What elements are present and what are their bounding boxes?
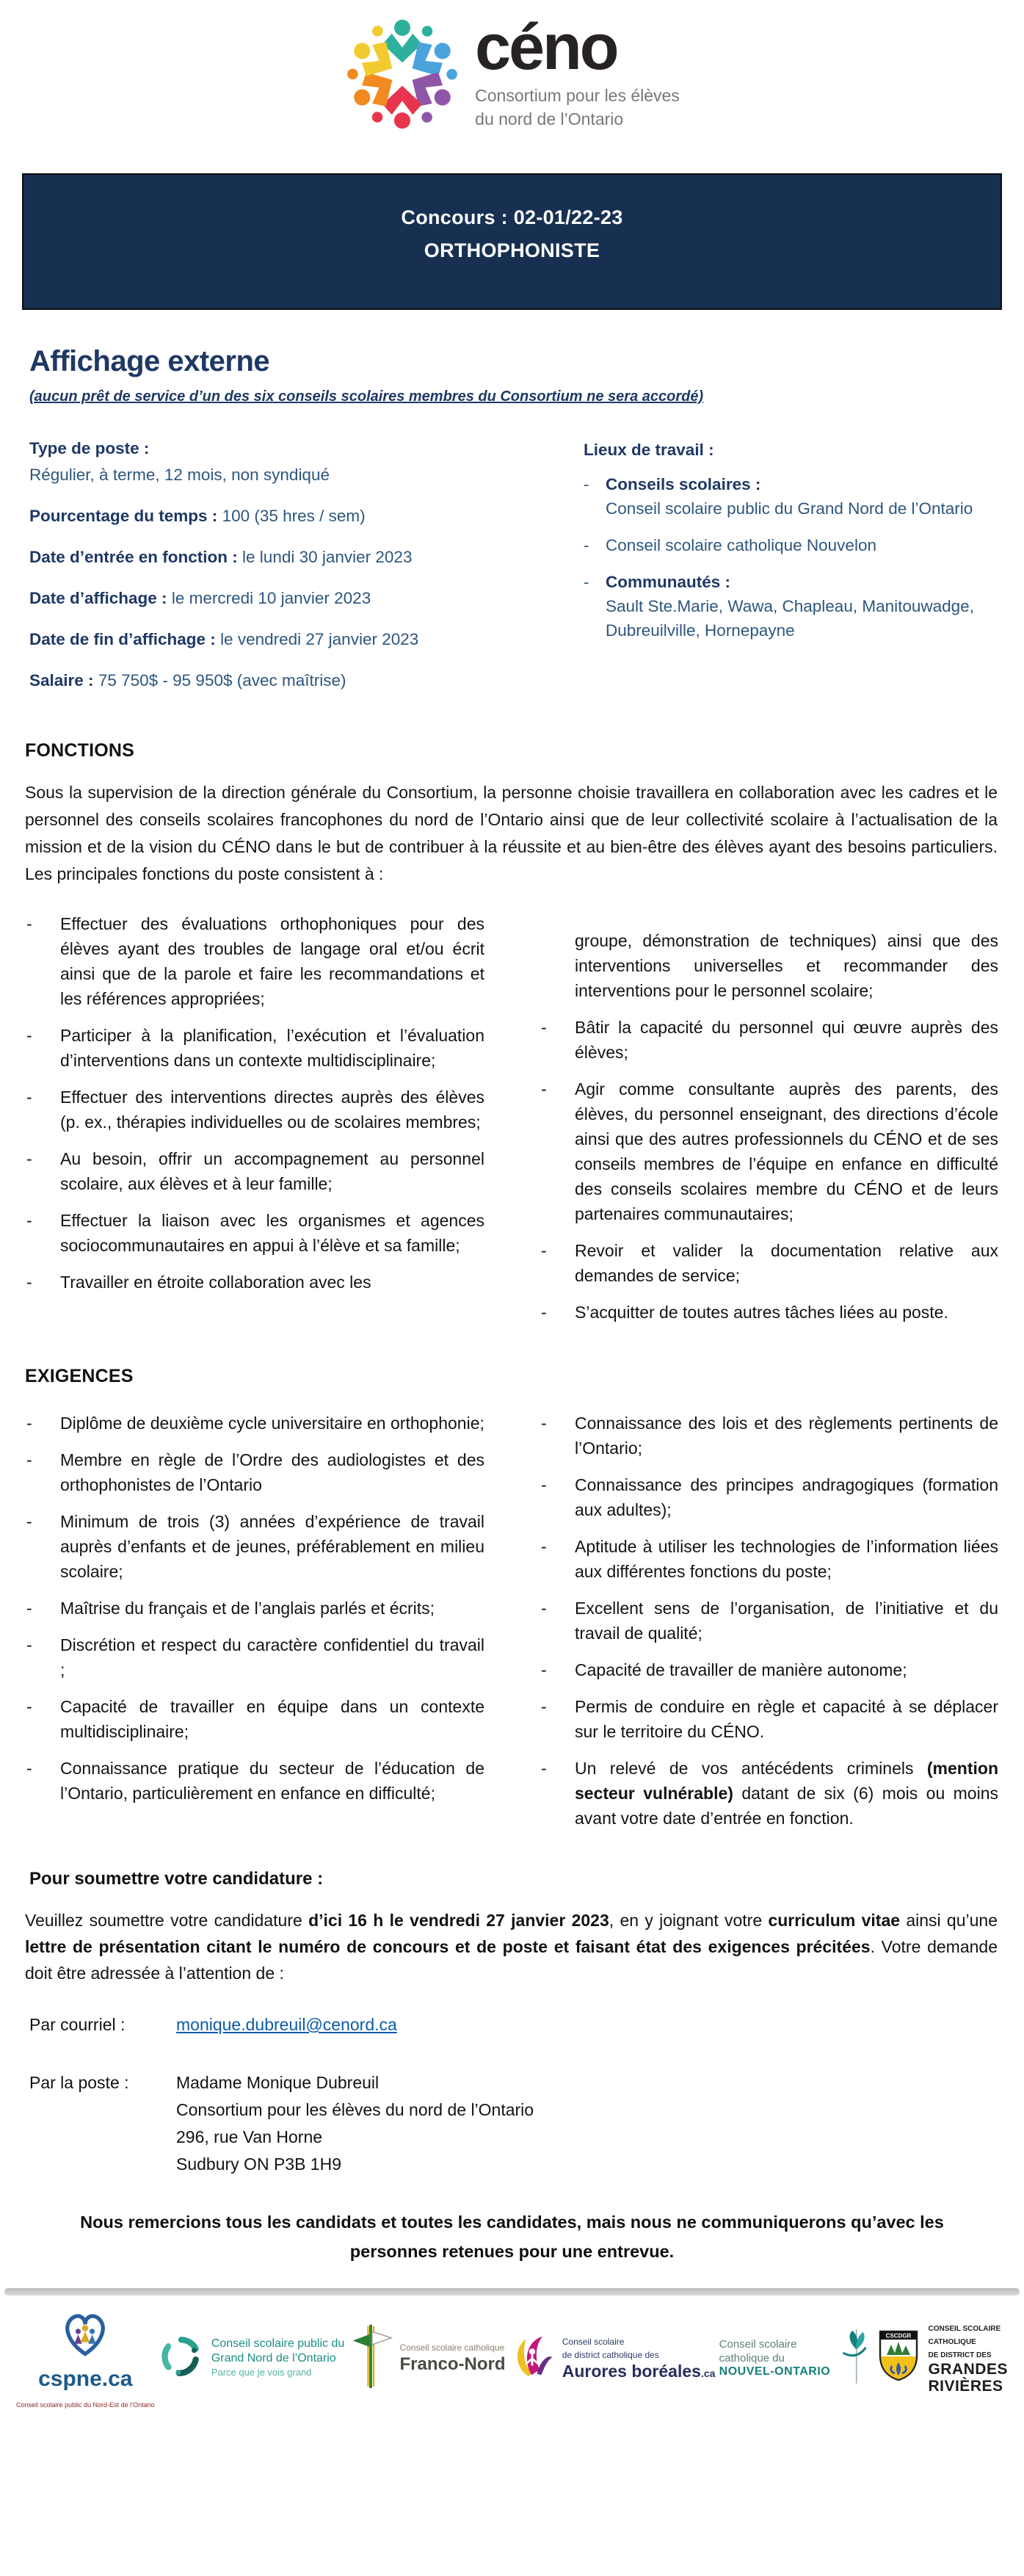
detail-row-end-date (29, 629, 543, 651)
brand-header (0, 0, 1024, 132)
cspne-subtitle: Conseil scolaire public du Nord-Est de l’Ontario (16, 2401, 155, 2409)
exigences-right-list (540, 1411, 998, 1842)
brand-name: céno (475, 10, 617, 83)
detail-value: le vendredi 27 janvier 2023 (220, 630, 419, 648)
cscdgr-crest-icon (876, 2327, 920, 2389)
list-item: - Effectuer des évaluations orthophoniques pour des élèves ayant des troubles de langage oral et/ou écrit ainsi que de la parole et faire les recommandations et les références appropriées; (25, 911, 484, 1011)
fonctions-left-list (25, 911, 484, 1336)
list-item: - Connaissance des principes andragogiques (formation aux adultes); (540, 1472, 998, 1522)
list-item: - Aptitude à utiliser les technologies de l’information liées aux différentes fonctions du poste; (540, 1534, 998, 1584)
fonctions-intro: Sous la supervision de la direction générale du Consortium, la personne choisie travaillera en collaboration avec les cadres et le personnel des conseils scolaires francophones du nord de l’Ontario ainsi que de leur collectivité scolaire à l’actualisation de la mission et de la vision du CÉNO dans le but de contribuer à la réussite et au bien-être des élèves ayant des besoins particuliers. Les principales fonctions du poste consistent à : (25, 783, 998, 883)
detail-row-start-date (29, 546, 543, 568)
list-item: - Connaissance pratique du secteur de l’éducation de l’Ontario, particulièrement en enfance en difficulté; (25, 1756, 484, 1806)
detail-value: le mercredi 10 janvier 2023 (171, 589, 371, 607)
fonctions-columns (0, 911, 1024, 1336)
footer-divider (4, 2288, 1020, 2295)
exigences-columns (0, 1411, 1024, 1842)
ceno-star-logo-icon (344, 16, 460, 132)
work-locations (584, 438, 995, 711)
address-line: Sudbury ON P3B 1H9 (176, 2154, 342, 2174)
detail-label: Pourcentage du temps : (29, 507, 218, 525)
email-label: Par courriel : (29, 2015, 126, 2034)
cspgno-swirl-icon (159, 2334, 204, 2383)
detail-label: Date de fin d’affichage : (29, 630, 216, 648)
cspne-wordmark: cspne.ca (38, 2367, 133, 2391)
list-item: - Capacité de travailler de manière autonome; (540, 1657, 998, 1682)
aurores-subtitle: Conseil scolaire de district catholique des (562, 2336, 659, 2360)
list-item: - Revoir et valider la documentation relative aux demandes de service; (540, 1238, 998, 1288)
closing-statement: Nous remercions tous les candidats et toutes les candidates, mais nous ne communiquerons qu’avec les personnes retenues pour une entrevue. (80, 2213, 944, 2261)
list-item: - Travailler en étroite collaboration avec les (25, 1270, 484, 1295)
work-location-item (584, 472, 995, 521)
dash-marker: - (584, 475, 589, 493)
franco-nord-cross-icon (349, 2323, 393, 2393)
contact-email-row (0, 2011, 1024, 2038)
no-loan-note: (aucun prêt de service d’un des six conseils scolaires membres du Consortium ne sera accordé) (29, 388, 704, 405)
logo-nouvel-ontario (719, 2328, 874, 2389)
address-line: Consortium pour les élèves du nord de l’Ontario (176, 2100, 534, 2119)
work-location-text: Conseil scolaire catholique Nouvelon (606, 536, 876, 554)
list-item-criminal-record: - Un relevé de vos antécédents criminels (mention secteur vulnérable) datant de six (6) mois ou moins avant votre date d’entrée en fonction. (540, 1756, 998, 1831)
detail-label: Date d’entrée en fonction : (29, 548, 238, 566)
list-item: - Diplôme de deuxième cycle universitaire en orthophonie; (25, 1411, 484, 1436)
list-item: - Au besoin, offrir un accompagnement au personnel scolaire, aux élèves et à leur famille; (25, 1146, 484, 1196)
detail-label: Type de poste : (29, 439, 150, 457)
work-location-text: Conseil scolaire public du Grand Nord de l’Ontario (606, 499, 973, 518)
work-locations-title: Lieux de travail : (584, 441, 714, 459)
list-item: - Connaissance des lois et des règlements pertinents de l’Ontario; (540, 1411, 998, 1461)
list-item-continuation: groupe, démonstration de techniques) ainsi que des interventions universelles et recommander des interventions pour le personnel scolaire; (575, 931, 998, 1000)
list-item: - Membre en règle de l’Ordre des audiologistes et des orthophonistes de l’Ontario (25, 1447, 484, 1497)
list-item: - Participer à la planification, l’exécution et l’évaluation d’interventions dans un contexte multidisciplinaire; (25, 1023, 484, 1073)
list-item: - Effectuer la liaison avec les organismes et agences sociocommunautaires en appui à l’élève et sa famille; (25, 1208, 484, 1258)
posting-details-left (29, 438, 543, 711)
franco-nord-subtitle: Conseil scolaire catholique (399, 2342, 505, 2353)
apply-heading: Pour soumettre votre candidature : (29, 1869, 324, 1889)
address-line: Madame Monique Dubreuil (176, 2073, 380, 2092)
logo-cscdgr (876, 2321, 1008, 2395)
footer (0, 2288, 1024, 2409)
franco-nord-name: Franco-Nord (399, 2354, 506, 2374)
nouvel-ontario-subtitle: Conseil scolaire catholique du (719, 2338, 797, 2365)
detail-value: 75 750$ - 95 950$ (avec maîtrise) (98, 671, 346, 690)
list-item: - Permis de conduire en règle et capacité à se déplacer sur le territoire du CÉNO. (540, 1694, 998, 1744)
contact-mail-row (0, 2069, 1024, 2178)
list-item: - Maîtrise du français et de l’anglais parlés et écrits; (25, 1596, 484, 1621)
detail-label: Date d’affichage : (29, 589, 167, 607)
cspgno-tagline: Parce que je vois grand (211, 2367, 312, 2378)
detail-value: le lundi 30 janvier 2023 (242, 548, 413, 566)
list-item: - Minimum de trois (3) années d’expérience de travail auprès d’enfants et de jeunes, préférablement en milieu scolaire; (25, 1509, 484, 1584)
nouvel-ontario-leaf-icon (838, 2328, 873, 2389)
detail-row-percentage (29, 505, 543, 527)
brand-tagline (475, 84, 680, 131)
list-item: - Effectuer des interventions directes auprès des élèves (p. ex., thérapies individuelles ou de scolaires membres; (25, 1085, 484, 1135)
apply-instructions: Veuillez soumettre votre candidature d’ici 16 h le vendredi 27 janvier 2023, en y joignant votre curriculum vitae ainsi qu’une lettre de présentation citant le numéro de concours et de poste et faisant état des exigences précitées. Votre demande doit être adressée à l’attention de : (25, 1911, 998, 1983)
list-item: - Agir comme consultante auprès des parents, des élèves, du personnel enseignant, des directions d’école ainsi que des autres professionnels du CÉNO et de ses conseils membres de l’équipe en enfance en difficulté des conseils scolaires membre du CÉNO et de leurs partenaires communautaires; (540, 1077, 998, 1226)
member-boards-logos (0, 2304, 1024, 2409)
exigences-left-list (25, 1411, 484, 1842)
position-title: ORTHOPHONISTE (424, 239, 600, 261)
logo-cspgno (159, 2334, 344, 2383)
logo-aurores-boreales (509, 2332, 716, 2384)
fonctions-right-list (540, 911, 998, 1336)
dash-marker: - (584, 573, 589, 591)
list-item: - Bâtir la capacité du personnel qui œuvre auprès des élèves; (540, 1015, 998, 1065)
address-line: 296, rue Van Horne (176, 2127, 323, 2146)
logo-franco-nord (349, 2323, 506, 2393)
cspgno-name: Conseil scolaire public du Grand Nord de l’Ontario (211, 2337, 345, 2365)
competition-banner (22, 173, 1002, 310)
cspne-heart-icon (58, 2307, 112, 2362)
work-location-item (584, 533, 995, 557)
dash-marker: - (584, 536, 589, 554)
mail-label: Par la poste : (29, 2073, 129, 2092)
aurores-figure-icon (509, 2332, 555, 2384)
detail-row-posting-date (29, 587, 543, 609)
cscdgr-name: GRANDES RIVIÈRES (928, 2361, 1008, 2395)
competition-number: Concours : 02-01/22-23 (401, 206, 623, 228)
page-title: Affichage externe (29, 345, 270, 377)
list-item: - S’acquitter de toutes autres tâches liées au poste. (540, 1300, 998, 1325)
detail-row-type (29, 438, 543, 486)
list-item: - Excellent sens de l’organisation, de l’initiative et du travail de qualité; (540, 1596, 998, 1646)
logo-cspne (16, 2307, 155, 2409)
nouvel-ontario-name: NOUVEL-ONTARIO (719, 2365, 831, 2378)
work-location-label: Conseils scolaires : (606, 475, 761, 493)
email-link[interactable]: monique.dubreuil@cenord.ca (176, 2015, 397, 2034)
brand-text (475, 10, 680, 131)
detail-value: 100 (35 hres / sem) (222, 507, 366, 525)
exigences-heading: EXIGENCES (25, 1366, 134, 1386)
work-location-text: Sault Ste.Marie, Wawa, Chapleau, Manitouwadge, Dubreuilville, Hornepayne (606, 597, 974, 640)
brand-tagline-line1: Consortium pour les élèves (475, 85, 680, 105)
list-item: - Capacité de travailler en équipe dans un contexte multidisciplinaire; (25, 1694, 484, 1744)
detail-value: Régulier, à terme, 12 mois, non syndiqué (29, 466, 330, 484)
work-location-item (584, 570, 995, 643)
detail-row-salary (29, 670, 543, 692)
list-item: - Discrétion et respect du caractère confidentiel du travail ; (25, 1632, 484, 1682)
work-location-label: Communautés : (606, 573, 731, 591)
aurores-name: Aurores boréales.ca (562, 2361, 716, 2381)
mailing-address (176, 2069, 534, 2178)
posting-details (0, 438, 1024, 711)
fonctions-heading: FONCTIONS (25, 740, 135, 761)
cscdgr-subtitle: CONSEIL SCOLAIRE CATHOLIQUE DE DISTRICT DES (928, 2325, 1001, 2359)
detail-label: Salaire : (29, 671, 94, 690)
svg-text:CSCDGR: CSCDGR (886, 2332, 912, 2339)
brand-tagline-line2: du nord de l’Ontario (475, 109, 624, 129)
